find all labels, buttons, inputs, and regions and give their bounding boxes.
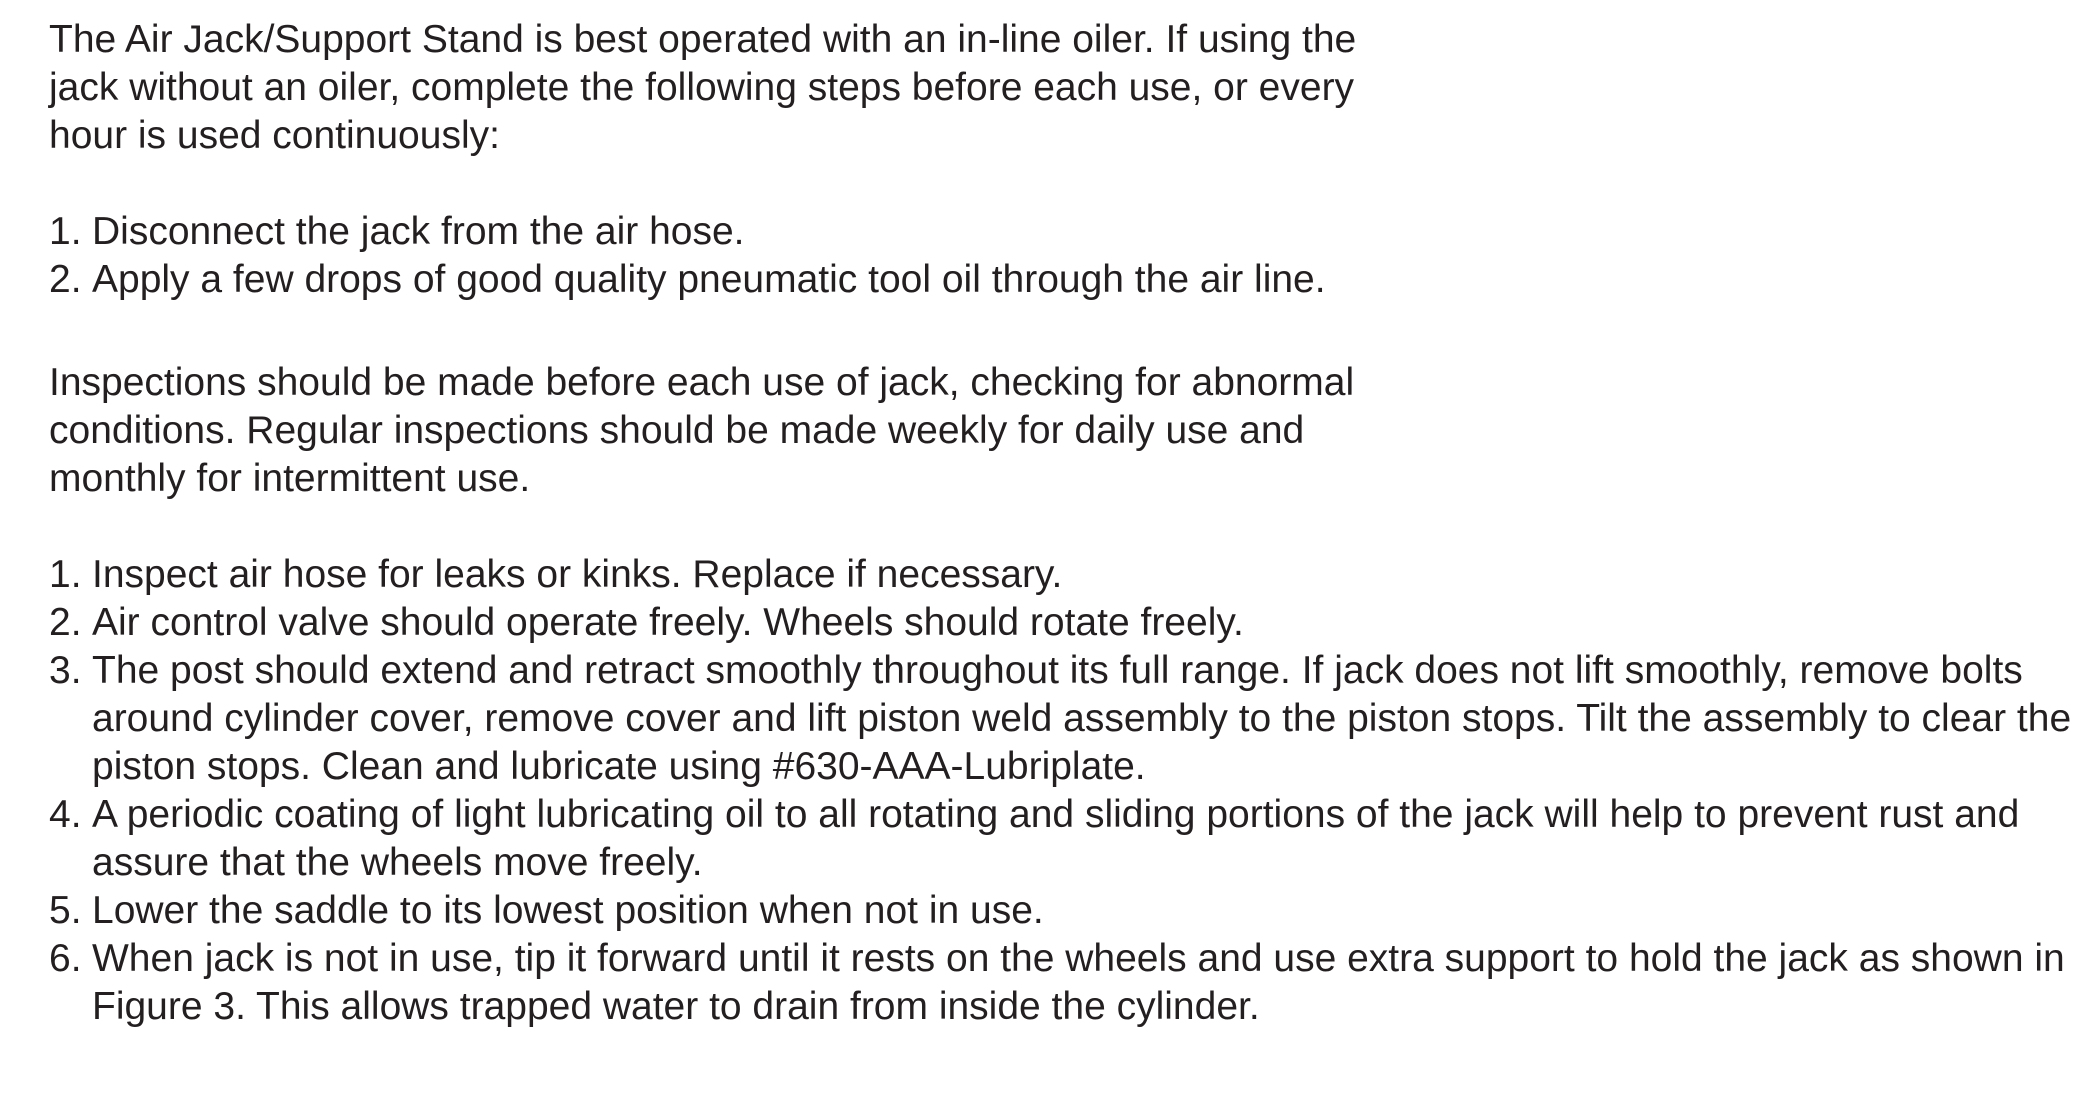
inspection-steps bbox=[49, 551, 2079, 1031]
step-text: Apply a few drops of good quality pneumatic tool oil through the air line. bbox=[92, 258, 1326, 301]
list-item bbox=[49, 935, 2079, 1031]
list-item bbox=[49, 256, 2079, 304]
step-number: 2. bbox=[49, 601, 82, 644]
step-text: Air control valve should operate freely. Wheels should rotate freely. bbox=[92, 601, 1244, 644]
list-item bbox=[49, 208, 2079, 256]
list-item bbox=[49, 647, 2079, 791]
step-text: A periodic coating of light lubricating oil to all rotating and sliding portions of the jack will help to prevent rust and assure that the wheels move freely. bbox=[92, 793, 2020, 884]
step-number: 3. bbox=[49, 649, 82, 692]
list-item bbox=[49, 887, 2079, 935]
step-number: 5. bbox=[49, 889, 82, 932]
step-text: The post should extend and retract smoothly throughout its full range. If jack does not lift smoothly, remove bolts around cylinder cover, remove cover and lift piston weld assembly to the piston stops. Tilt the assembly to clear the piston stops. Clean and lubricate using #630-AAA-Lubriplate. bbox=[92, 649, 2072, 788]
step-number: 1. bbox=[49, 210, 82, 253]
step-number: 4. bbox=[49, 793, 82, 836]
intro-paragraph: The Air Jack/Support Stand is best operated with an in-line oiler. If using the jack without an oiler, complete the following steps before each use, or every hour is used continuously: bbox=[49, 18, 1357, 157]
step-number: 6. bbox=[49, 937, 82, 980]
list-item bbox=[49, 599, 2079, 647]
step-text: Disconnect the jack from the air hose. bbox=[92, 210, 745, 253]
step-number: 1. bbox=[49, 553, 82, 596]
document-body bbox=[49, 16, 2079, 1087]
list-item bbox=[49, 791, 2079, 887]
step-number: 2. bbox=[49, 258, 82, 301]
inspection-paragraph: Inspections should be made before each use of jack, checking for abnormal conditions. Regular inspections should be made weekly for daily use and monthly for intermittent use. bbox=[49, 361, 1355, 500]
step-text: When jack is not in use, tip it forward until it rests on the wheels and use extra support to hold the jack as shown in Figure 3. This allows trapped water to drain from inside the cylinder. bbox=[92, 937, 2065, 1028]
step-text: Lower the saddle to its lowest position when not in use. bbox=[92, 889, 1044, 932]
step-text: Inspect air hose for leaks or kinks. Replace if necessary. bbox=[92, 553, 1063, 596]
list-item bbox=[49, 551, 2079, 599]
lubrication-steps bbox=[49, 208, 2079, 304]
